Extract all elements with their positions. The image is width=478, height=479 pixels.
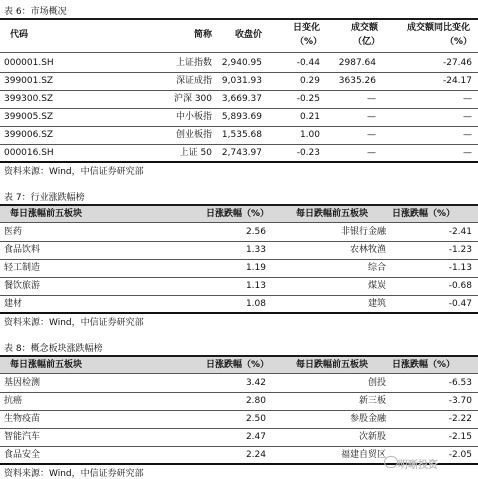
table6-header-name: 简称 (193, 30, 212, 40)
table8-caption: 表 8：概念板块涨跌幅榜 (4, 344, 103, 354)
table-row (0, 72, 478, 90)
table6-caption: 表 6：市场概况 (4, 7, 67, 17)
table6-top-border (0, 18, 478, 20)
table7-top-pct: 1.13 (245, 281, 266, 291)
table7-top-name: 轻工制造 (4, 263, 41, 273)
table8-header-bottom-name: 每日跌幅前五板块 (296, 360, 369, 370)
table6-header-close: 收盘价 (234, 30, 262, 40)
table6-volume: — (367, 130, 376, 140)
table6-close: 2,743.97 (221, 148, 262, 158)
table7-top-pct: 2.56 (245, 227, 266, 237)
table6-close: 2,940.95 (221, 58, 262, 68)
table8-top-pct: 3.42 (245, 378, 266, 388)
table6-code: 000016.SH (4, 148, 54, 158)
table6-name: 沪深 300 (173, 94, 212, 104)
table6-volume-change: -24.17 (442, 76, 472, 86)
table7-top-pct: 1.19 (245, 263, 266, 273)
table6-volume-change: — (463, 94, 472, 104)
table8-top-name: 食品安全 (4, 450, 41, 460)
table-row (0, 144, 478, 162)
table6-header-volume-change-2: （%） (444, 37, 472, 47)
table6-volume: — (367, 94, 376, 104)
table6-volume-change: — (463, 148, 472, 158)
table6-code: 399001.SZ (4, 76, 54, 86)
table-row (0, 223, 478, 241)
table6-volume: 3635.26 (338, 76, 376, 86)
table8-top-name: 智能汽车 (4, 432, 41, 442)
table-row (0, 295, 478, 313)
table6-daily-change: -0.44 (296, 58, 320, 68)
table6-close: 5,893.69 (221, 112, 262, 122)
table7-top-name: 医药 (4, 227, 23, 237)
table8-bottom-pct: -2.22 (448, 414, 472, 424)
table8-bottom-name: 福建自贸区 (340, 450, 386, 460)
table6-close: 9,031.93 (221, 76, 262, 86)
table-row (0, 108, 478, 126)
table8-source: 资料来源：Wind，中信证券研究部 (4, 469, 144, 479)
table8-bottom-pct: -3.70 (448, 396, 472, 406)
table7-caption: 表 7：行业涨跌幅榜 (4, 193, 85, 203)
table8-top-pct: 2.24 (245, 450, 266, 460)
table6-name: 上证指数 (175, 58, 212, 68)
table6-volume-change: — (463, 112, 472, 122)
table8-header-bottom-pct: 日涨跌幅（%） (392, 360, 456, 370)
table-row (0, 241, 478, 259)
table6-source: 资料来源：Wind，中信证券研究部 (4, 167, 144, 177)
table8-bottom-pct: -6.53 (448, 378, 472, 388)
table6-header-volume-1: 成交额 (350, 23, 378, 33)
table6-close: 3,669.37 (221, 94, 262, 104)
table8-bottom-name: 参股金融 (349, 414, 386, 424)
table7-bottom-pct: -1.13 (448, 263, 472, 273)
table6-volume-change: -27.46 (442, 58, 472, 68)
table8-top-name: 抗癌 (4, 396, 23, 406)
table8-bottom-pct: -2.15 (448, 432, 472, 442)
table-row (0, 428, 478, 446)
table7-bottom-name: 建筑 (367, 299, 386, 309)
table6-volume: — (367, 112, 376, 122)
table6-code: 399300.SZ (4, 94, 54, 104)
table7-header-bottom-pct: 日涨跌幅（%） (392, 209, 456, 219)
table7-top-pct: 1.08 (245, 299, 266, 309)
table7-header-bottom-name: 每日跌幅前五板块 (296, 209, 369, 219)
table7-header-top-pct: 日涨跌幅（%） (206, 209, 270, 219)
table6-name: 上证 50 (179, 148, 212, 158)
table6-daily-change: -0.23 (296, 148, 320, 158)
table7-source: 资料来源：Wind，中信证券研究部 (4, 318, 144, 328)
table7-bottom-pct: -2.41 (448, 227, 472, 237)
table7-bottom-pct: -0.47 (448, 299, 472, 309)
table-row (0, 410, 478, 428)
table8-bottom-name: 新三板 (358, 396, 386, 406)
table7-bottom-name: 农林牧渔 (349, 245, 386, 255)
table7-header-top-name: 每日涨幅前五板块 (10, 209, 83, 219)
table8-header (0, 357, 478, 373)
table6-volume: — (367, 148, 376, 158)
table6-header-code: 代码 (10, 30, 29, 40)
table6-code: 000001.SH (4, 58, 54, 68)
table-row (0, 126, 478, 144)
table-row (0, 374, 478, 392)
table7-top-name: 建材 (4, 299, 23, 309)
table7-bottom-name: 煤炭 (367, 281, 386, 291)
table6-bottom-border (0, 161, 478, 163)
table6-close: 1,535.68 (221, 130, 262, 140)
table6-header-volume-2: （亿） (352, 37, 380, 47)
table8-bottom-name: 次新股 (358, 432, 386, 442)
table7-bottom-pct: -0.68 (448, 281, 472, 291)
table-row (0, 90, 478, 108)
table7-bottom-name: 非银行金融 (340, 227, 386, 237)
table8-top-pct: 2.47 (245, 432, 266, 442)
watermark: 明晰投资 (398, 460, 438, 471)
table7-bottom-name: 综合 (367, 263, 386, 273)
table8-top-name: 生物疫苗 (4, 414, 41, 424)
table6-header-daily-change-2: （%） (294, 37, 322, 47)
table6-volume-change: — (463, 130, 472, 140)
table7-top-pct: 1.33 (245, 245, 266, 255)
table6-code: 399005.SZ (4, 112, 54, 122)
table6-name: 创业板指 (175, 130, 212, 140)
table-row (0, 392, 478, 410)
table8-header-top-name: 每日涨幅前五板块 (10, 360, 83, 370)
table7-header (0, 206, 478, 222)
table7-bottom-pct: -1.23 (448, 245, 472, 255)
table8-bottom-name: 创投 (367, 378, 386, 388)
table6-name: 深证成指 (175, 76, 212, 86)
table-row (0, 277, 478, 295)
table8-top-name: 基因检测 (4, 378, 41, 388)
table6-daily-change: 1.00 (299, 130, 320, 140)
table8-bottom-pct: -2.05 (448, 450, 472, 460)
table8-top-pct: 2.80 (245, 396, 266, 406)
table6-volume: 2987.64 (338, 58, 376, 68)
table6-code: 399006.SZ (4, 130, 54, 140)
table6-header-daily-change-1: 日变化 (292, 23, 320, 33)
table6-daily-change: -0.25 (296, 94, 320, 104)
table8-header-top-pct: 日涨跌幅（%） (206, 360, 270, 370)
table7-top-name: 餐饮旅游 (4, 281, 41, 291)
chat-bubble-icon (384, 456, 398, 468)
table6-header-volume-change-1: 成交额同比变化 (406, 23, 470, 33)
table6-daily-change: 0.29 (299, 76, 320, 86)
table6-daily-change: 0.21 (299, 112, 320, 122)
table6-header-border (0, 52, 478, 53)
table6-name: 中小板指 (175, 112, 212, 122)
table-row (0, 259, 478, 277)
table7-bottom-border (0, 312, 478, 314)
table7-top-name: 食品饮料 (4, 245, 41, 255)
table-row (0, 54, 478, 72)
table8-top-pct: 2.50 (245, 414, 266, 424)
